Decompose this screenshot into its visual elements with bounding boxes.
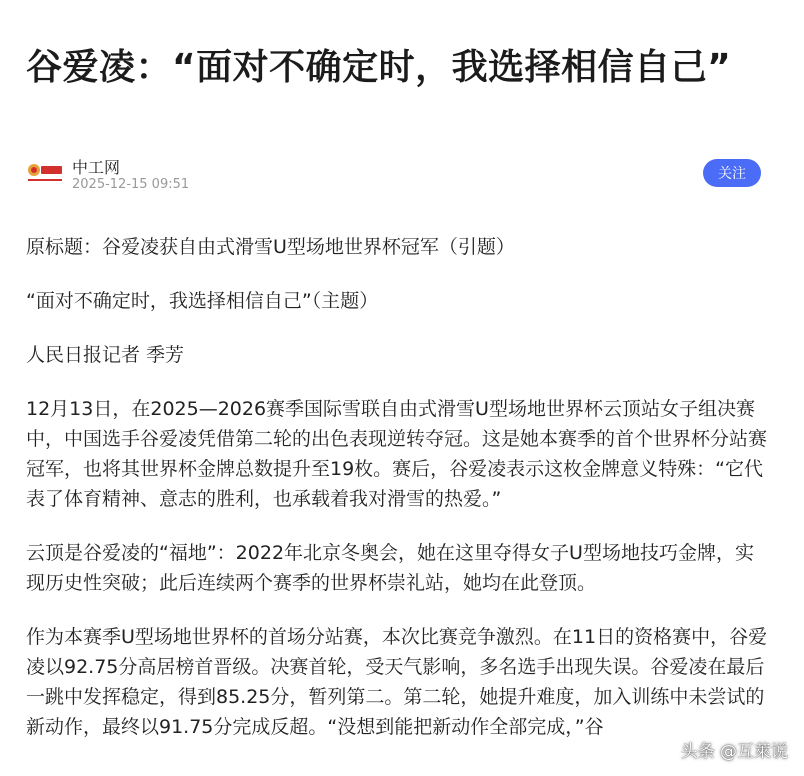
paragraph: 12月13日，在2025—2026赛季国际雪联自由式滑雪U型场地世界杯云顶站女子组决赛中，中国选手谷爱凌凭借第二轮的出色表现逆转夺冠。这是她本赛季的首个世界杯分站赛冠军，也将其世界杯金牌总数提升至19枚。赛后，谷爱凌表示这枚金牌意义特殊：“它代表了体育精神、意志的胜利，也承载着我对滑雪的热爱。”	[26, 398, 768, 510]
paragraph-original-title: 原标题：谷爱凌获自由式滑雪U型场地世界杯冠军（引题）	[26, 236, 515, 258]
paragraph-main-title: “面对不确定时，我选择相信自己”（主题）	[26, 290, 379, 312]
publish-time: 2025-12-15 09:51	[72, 177, 190, 192]
paragraph-byline: 人民日报记者 季芳	[26, 344, 185, 366]
zhonggongwang-logo-icon[interactable]	[26, 161, 64, 185]
article-title: 谷爱凌：“面对不确定时，我选择相信自己”	[26, 47, 732, 89]
follow-button[interactable]: 关注	[703, 159, 761, 187]
article-body	[26, 232, 768, 766]
paragraph: 云顶是谷爱凌的“福地”：2022年北京冬奥会，她在这里夺得女子U型场地技巧金牌，实现历史性突破；此后连续两个赛季的世界杯崇礼站，她均在此登顶。	[26, 542, 754, 594]
paragraph: 作为本赛季U型场地世界杯的首场分站赛，本次比赛竞争激烈。在11日的资格赛中，谷爱凌以92.75分高居榜首晋级。决赛首轮，受天气影响，多名选手出现失误。谷爱凌在最后一跳中发挥稳定，得到85.25分，暂列第二。第二轮，她提升难度，加入训练中未尝试的新动作，最终以91.75分完成反超。“没想到能把新动作全部完成，”谷	[26, 626, 768, 738]
author-row	[26, 155, 761, 195]
watermark: 头条 @互萊说	[680, 742, 788, 762]
source-name[interactable]: 中工网	[72, 158, 121, 177]
